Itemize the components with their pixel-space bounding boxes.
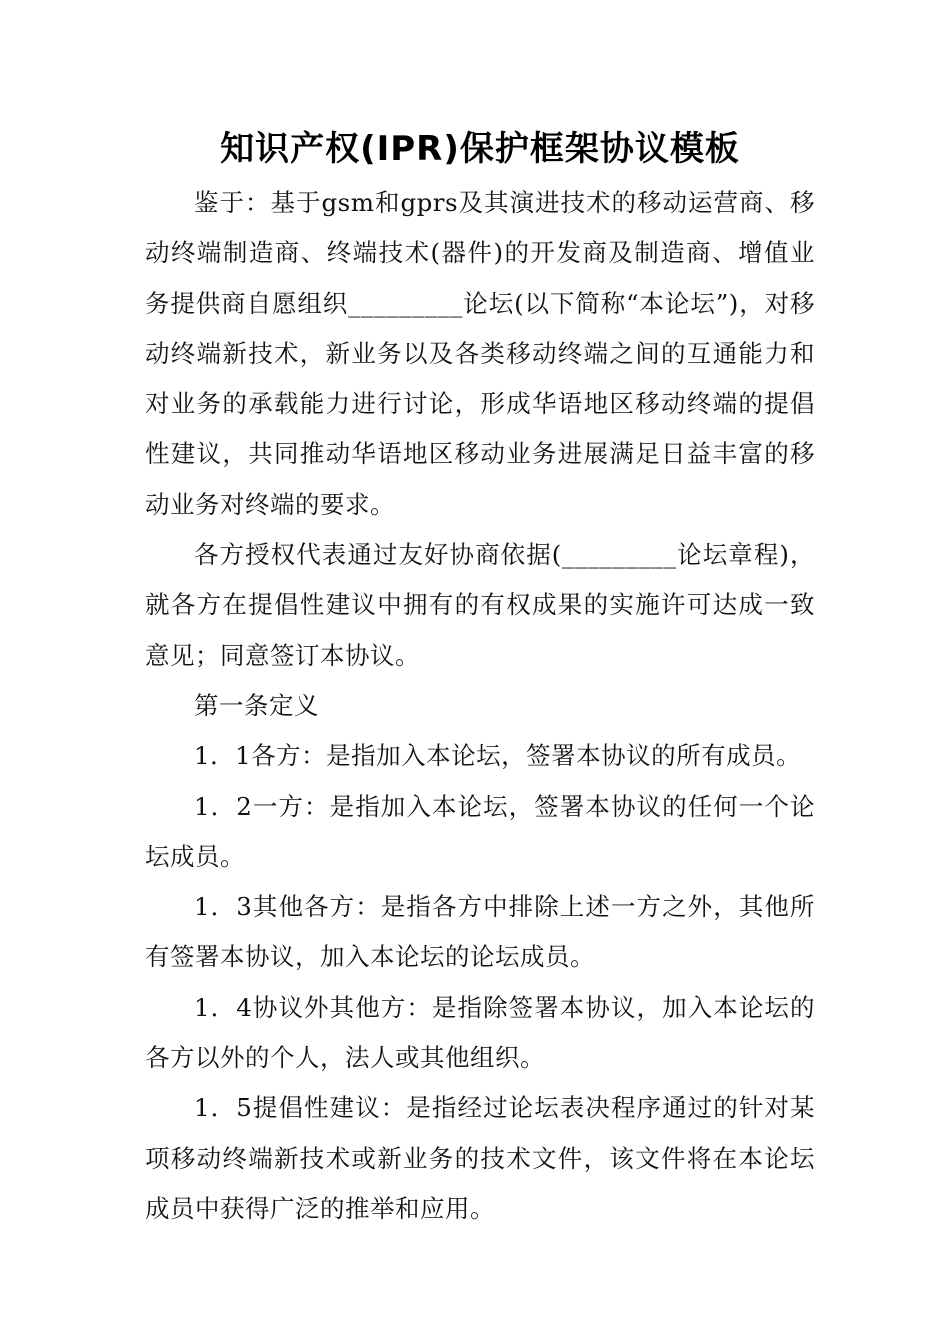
section-heading-definitions: 第一条定义 — [194, 690, 319, 720]
document-title: 知识产权(IPR)保护框架协议模板 — [220, 129, 740, 169]
definition-1-1: 1．1各方：是指加入本论坛，签署本协议的所有成员。 — [194, 741, 802, 771]
definition-1-2: 1．2一方：是指加入本论坛，签署本协议的任何一个论坛成员。 — [145, 791, 815, 871]
definition-1-3: 1．3其他各方：是指各方中排除上述一方之外，其他所有签署本协议，加入本论坛的论坛成员。 — [145, 892, 815, 972]
paragraph-agreement: 各方授权代表通过友好协商依据(_________论坛章程)，就各方在提倡性建议中拥有的有权成果的实施许可达成一致意见；同意签订本协议。 — [145, 540, 815, 670]
definition-1-4: 1．4协议外其他方：是指除签署本协议，加入本论坛的各方以外的个人，法人或其他组织。 — [145, 992, 815, 1073]
document-page — [145, 120, 815, 1234]
paragraph-preamble: 鉴于：基于gsm和gprs及其演进技术的移动运营商、移动终端制造商、终端技术(器件)的开发商及制造商、增值业务提供商自愿组织_________论坛(以下简称“本论坛”)，对移动终端新技术，新业务以及各类移动终端之间的互通能力和对业务的承载能力进行讨论，形成华语地区移动终端的提倡性建议，共同推动华语地区移动业务进展满足日益丰富的移动业务对终端的要求。 — [145, 188, 815, 519]
definition-1-5: 1．5提倡性建议：是指经过论坛表决程序通过的针对某项移动终端新技术或新业务的技术文件，该文件将在本论坛成员中获得广泛的推举和应用。 — [145, 1093, 815, 1223]
